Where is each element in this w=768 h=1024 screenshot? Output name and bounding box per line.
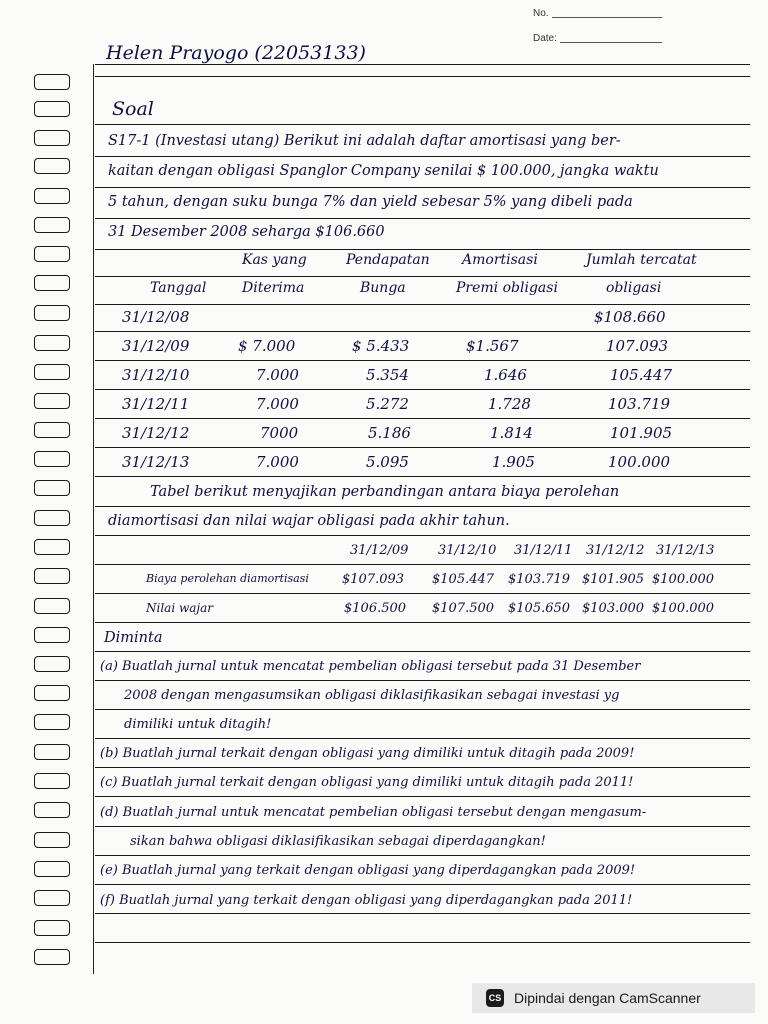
comparison-intro-line: diamortisasi dan nilai wajar obligasi pada akhir tahun. bbox=[108, 513, 510, 529]
comparison-date: 31/12/12 bbox=[586, 543, 645, 558]
table-cell: 31/12/10 bbox=[122, 366, 190, 384]
comparison-date: 31/12/09 bbox=[350, 543, 409, 558]
table-header: obligasi bbox=[606, 280, 662, 296]
ruled-line bbox=[95, 535, 750, 536]
row-checkbox bbox=[34, 949, 70, 965]
row-checkbox bbox=[34, 188, 70, 204]
table-cell: 31/12/11 bbox=[122, 395, 190, 413]
table-cell: 1.814 bbox=[490, 424, 533, 442]
row-checkbox bbox=[34, 510, 70, 526]
question-line: (f) Buatlah jurnal yang terkait dengan obligasi yang diperdagangkan pada 2011! bbox=[100, 893, 633, 908]
comparison-row-label: Nilai wajar bbox=[146, 601, 214, 615]
ruled-line bbox=[95, 187, 750, 188]
ruled-line bbox=[95, 564, 750, 565]
ruled-line bbox=[95, 249, 750, 250]
comparison-date: 31/12/11 bbox=[514, 543, 573, 558]
comparison-date: 31/12/10 bbox=[438, 543, 497, 558]
table-header: Amortisasi bbox=[462, 252, 538, 268]
table-cell: 107.093 bbox=[606, 337, 669, 355]
problem-line: S17-1 (Investasi utang) Berikut ini adalah daftar amortisasi yang ber- bbox=[108, 133, 621, 149]
row-checkbox bbox=[34, 920, 70, 936]
table-cell: $108.660 bbox=[594, 308, 666, 326]
ruled-line bbox=[95, 767, 750, 768]
table-cell: 1.728 bbox=[488, 395, 531, 413]
ruled-line bbox=[95, 593, 750, 594]
row-checkbox bbox=[34, 861, 70, 877]
table-cell: 105.447 bbox=[610, 366, 673, 384]
row-checkbox bbox=[34, 335, 70, 351]
table-cell: 101.905 bbox=[610, 424, 673, 442]
ruled-line bbox=[95, 651, 750, 652]
comparison-cell: $107.500 bbox=[432, 601, 495, 616]
table-header: Diterima bbox=[242, 280, 305, 296]
comparison-cell: $103.000 bbox=[582, 601, 645, 616]
table-cell: 7.000 bbox=[256, 453, 299, 471]
table-cell: 5.272 bbox=[366, 395, 409, 413]
row-checkbox bbox=[34, 246, 70, 262]
question-line: (a) Buatlah jurnal untuk mencatat pembelian obligasi tersebut pada 31 Desember bbox=[100, 659, 641, 674]
comparison-cell: $105.650 bbox=[508, 601, 571, 616]
row-checkbox bbox=[34, 539, 70, 555]
comparison-cell: $106.500 bbox=[344, 601, 407, 616]
table-header: Pendapatan bbox=[346, 252, 430, 268]
comparison-intro-line: Tabel berikut menyajikan perbandingan antara biaya perolehan bbox=[150, 484, 620, 500]
row-checkbox bbox=[34, 364, 70, 380]
top-rule-2 bbox=[95, 76, 750, 77]
table-header: Tanggal bbox=[150, 280, 207, 296]
row-checkbox bbox=[34, 275, 70, 291]
question-line: 2008 dengan mengasumsikan obligasi diklasifikasikan sebagai investasi yg bbox=[124, 688, 620, 703]
ruled-line bbox=[95, 418, 750, 419]
question-line: (c) Buatlah jurnal terkait dengan obligasi yang dimiliki untuk ditagih pada 2011! bbox=[100, 775, 634, 790]
ruled-line bbox=[95, 304, 750, 305]
table-cell: 5.186 bbox=[368, 424, 411, 442]
question-line: dimiliki untuk ditagih! bbox=[124, 717, 272, 732]
row-checkbox bbox=[34, 480, 70, 496]
table-cell: 1.905 bbox=[492, 453, 535, 471]
question-line: (b) Buatlah jurnal terkait dengan obligasi yang dimiliki untuk ditagih pada 2009! bbox=[100, 746, 635, 761]
table-header: Bunga bbox=[360, 280, 406, 296]
ruled-line bbox=[95, 476, 750, 477]
row-checkbox bbox=[34, 802, 70, 818]
table-cell: 5.354 bbox=[366, 366, 409, 384]
row-checkbox bbox=[34, 890, 70, 906]
table-cell: $ 7.000 bbox=[238, 337, 296, 355]
row-checkbox bbox=[34, 393, 70, 409]
table-cell: $1.567 bbox=[466, 337, 519, 355]
table-cell: 7.000 bbox=[256, 366, 299, 384]
problem-line: 5 tahun, dengan suku bunga 7% dan yield sebesar 5% yang dibeli pada bbox=[108, 194, 633, 210]
comparison-cell: $107.093 bbox=[342, 572, 405, 587]
row-checkbox bbox=[34, 217, 70, 233]
ruled-line bbox=[95, 331, 750, 332]
comparison-cell: $101.905 bbox=[582, 572, 645, 587]
table-header: Kas yang bbox=[242, 252, 307, 268]
top-rule bbox=[95, 64, 750, 65]
ruled-line bbox=[95, 884, 750, 885]
no-label: No. bbox=[533, 8, 549, 19]
ruled-line bbox=[95, 360, 750, 361]
row-checkbox bbox=[34, 74, 70, 90]
ruled-line bbox=[95, 124, 750, 125]
row-checkbox bbox=[34, 598, 70, 614]
table-cell: 103.719 bbox=[608, 395, 671, 413]
date-line bbox=[560, 42, 662, 43]
row-checkbox bbox=[34, 656, 70, 672]
table-cell: 31/12/08 bbox=[122, 308, 190, 326]
question-line: sikan bahwa obligasi diklasifikasikan sebagai diperdagangkan! bbox=[130, 834, 546, 849]
table-cell: 1.646 bbox=[484, 366, 527, 384]
student-name: Helen Prayogo (22053133) bbox=[106, 42, 366, 64]
row-checkbox bbox=[34, 305, 70, 321]
ruled-line bbox=[95, 855, 750, 856]
row-checkbox bbox=[34, 832, 70, 848]
row-checkbox bbox=[34, 714, 70, 730]
problem-line: 31 Desember 2008 seharga $106.660 bbox=[108, 224, 385, 240]
row-checkbox bbox=[34, 685, 70, 701]
table-header: Jumlah tercatat bbox=[586, 252, 697, 268]
ruled-line bbox=[95, 389, 750, 390]
ruled-line bbox=[95, 276, 750, 277]
row-checkbox bbox=[34, 451, 70, 467]
comparison-cell: $100.000 bbox=[652, 572, 715, 587]
camscanner-text: Dipindai dengan CamScanner bbox=[514, 990, 701, 1006]
diminta-heading: Diminta bbox=[104, 630, 163, 646]
ruled-line bbox=[95, 796, 750, 797]
row-checkbox bbox=[34, 744, 70, 760]
table-cell: $ 5.433 bbox=[352, 337, 410, 355]
ruled-line bbox=[95, 622, 750, 623]
row-checkbox bbox=[34, 627, 70, 643]
row-checkbox bbox=[34, 773, 70, 789]
ruled-line bbox=[95, 156, 750, 157]
table-cell: 7000 bbox=[260, 424, 299, 442]
ruled-line bbox=[95, 709, 750, 710]
camscanner-badge bbox=[472, 983, 755, 1013]
comparison-cell: $105.447 bbox=[432, 572, 495, 587]
table-cell: 31/12/09 bbox=[122, 337, 190, 355]
ruled-line bbox=[95, 738, 750, 739]
question-line: (e) Buatlah jurnal yang terkait dengan obligasi yang diperdagangkan pada 2009! bbox=[100, 863, 636, 878]
date-label: Date: bbox=[533, 33, 557, 44]
row-checkbox bbox=[34, 422, 70, 438]
ruled-line bbox=[95, 447, 750, 448]
problem-line: kaitan dengan obligasi Spanglor Company senilai $ 100.000, jangka waktu bbox=[108, 163, 659, 179]
row-checkbox bbox=[34, 101, 70, 117]
row-checkbox bbox=[34, 130, 70, 146]
table-cell: 5.095 bbox=[366, 453, 409, 471]
margin-line bbox=[93, 64, 94, 974]
row-checkbox bbox=[34, 568, 70, 584]
no-line bbox=[552, 17, 662, 18]
table-header: Premi obligasi bbox=[456, 280, 558, 296]
comparison-cell: $100.000 bbox=[652, 601, 715, 616]
soal-heading: Soal bbox=[112, 98, 154, 120]
comparison-date: 31/12/13 bbox=[656, 543, 715, 558]
ruled-line bbox=[95, 913, 750, 914]
table-cell: 31/12/12 bbox=[122, 424, 190, 442]
comparison-row-label: Biaya perolehan diamortisasi bbox=[146, 572, 309, 585]
question-line: (d) Buatlah jurnal untuk mencatat pembelian obligasi tersebut dengan mengasum- bbox=[100, 805, 647, 820]
table-cell: 7.000 bbox=[256, 395, 299, 413]
comparison-cell: $103.719 bbox=[508, 572, 571, 587]
ruled-line bbox=[95, 218, 750, 219]
ruled-line bbox=[95, 942, 750, 943]
ruled-line bbox=[95, 680, 750, 681]
ruled-line bbox=[95, 506, 750, 507]
row-checkbox bbox=[34, 158, 70, 174]
camscanner-logo-icon: CS bbox=[486, 989, 504, 1007]
table-cell: 100.000 bbox=[608, 453, 671, 471]
table-cell: 31/12/13 bbox=[122, 453, 190, 471]
ruled-line bbox=[95, 826, 750, 827]
